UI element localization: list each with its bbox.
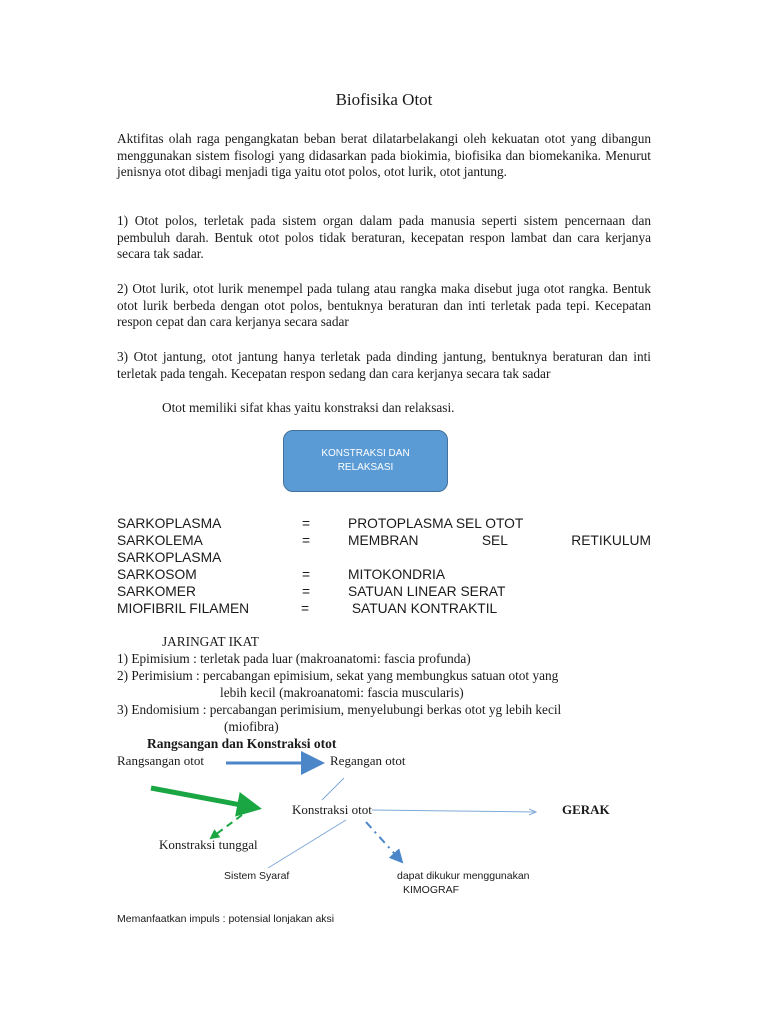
jaringat-item-endomisium: 3) Endomisium : percabangan perimisium, menyelubungi berkas otot yg lebih kecil: [117, 702, 562, 717]
def-term-miofibril: MIOFIBRIL FILAMEN: [117, 601, 250, 616]
jaringat-item-perimisium: 2) Perimisium : percabangan epimisium, sekat yang membungkus satuan otot yang: [117, 668, 559, 683]
jaringat-item-epimisium: 1) Epimisium : terletak pada luar (makroanatomi: fascia profunda): [117, 651, 471, 666]
jaringat-item-perimisium-cont: lebih kecil (makroanatomi: fascia muscularis): [220, 685, 464, 700]
label-konstraksi-tunggal: Konstraksi tunggal: [159, 837, 258, 852]
arrow-konstraksi-gerak: [372, 810, 536, 812]
label-konstraksi-otot: Konstraksi otot: [292, 802, 372, 817]
arrow-green-dashed: [211, 815, 242, 838]
def-term-sarkomer: SARKOMER: [117, 584, 196, 599]
muscle-type-polos: 1) Otot polos, terletak pada sistem organ dalam pada manusia seperti sistem pencernaan dan pembuluh darah. Bentuk otot polos tidak beraturan, kecepatan respon lambat dan cara kerjanya secara tak sadar.: [117, 213, 651, 262]
def-value-sarkolema-cont: SARKOPLASMA: [117, 550, 222, 565]
def-value-word: RETIKULUM: [571, 533, 651, 548]
def-term-sarkosom: SARKOSOM: [117, 567, 197, 582]
muscle-type-jantung: 3) Otot jantung, otot jantung hanya terletak pada dinding jantung, bentuknya beraturan dan inti terletak pada tengah. Kecepatan respon sedang dan cara kerjanya secara tak sadar: [117, 349, 651, 381]
def-eq: =: [302, 516, 311, 531]
def-value-sarkoplasma: PROTOPLASMA SEL OTOT: [348, 516, 524, 531]
box-label: KONSTRAKSI DAN RELAKSASI: [321, 448, 410, 473]
property-sentence: Otot memiliki sifat khas yaitu konstraksi dan relaksasi.: [162, 400, 455, 415]
arrow-green-main: [151, 788, 257, 808]
def-value-miofibril: SATUAN KONTRAKTIL: [348, 601, 498, 616]
diagram-heading: Rangsangan dan Konstraksi otot: [147, 736, 337, 751]
def-value-word: SEL: [481, 533, 508, 548]
def-term-sarkolema: SARKOLEMA: [117, 533, 203, 548]
def-eq: =: [301, 601, 310, 616]
intro-paragraph: Aktifitas olah raga pengangkatan beban berat dilatarbelakangi oleh kekuatan otot yang dibangun menggunakan sistem fisologi yang didasarkan pada biokimia, biofisika dan biomekanika. Menurut jenisnya otot dibagi menjadi tiga yaitu otot polos, otot lurik, otot jantung.: [117, 131, 651, 180]
muscle-type-lurik: 2) Otot lurik, otot lurik menempel pada tulang atau rangka maka disebut juga otot rangka. Bentuk otot lurik berbeda dengan otot polos, bentuknya beraturan dan inti terletak pada tepi. Kecepatan respon cepat dan cara kerjanya secara sadar: [117, 281, 651, 330]
def-value-sarkomer: SATUAN LINEAR SERAT: [348, 584, 506, 599]
arrow-regangan-konstraksi: [322, 778, 344, 800]
def-eq: =: [302, 567, 311, 582]
jaringat-item-endomisium-cont: (miofibra): [224, 719, 279, 734]
label-gerak: GERAK: [562, 802, 610, 817]
footer-text: Memanfaatkan impuls : potensial lonjakan aksi: [117, 913, 335, 925]
def-value-sarkosom: MITOKONDRIA: [348, 567, 446, 582]
label-kimograf: KIMOGRAF: [403, 884, 460, 896]
def-term-sarkoplasma: SARKOPLASMA: [117, 516, 222, 531]
label-sistem-syaraf: Sistem Syaraf: [224, 870, 290, 882]
def-eq: =: [302, 533, 311, 548]
page-title: Biofisika Otot: [335, 90, 433, 109]
arrow-konstraksi-syaraf: [268, 820, 346, 868]
label-dapat-dikukur: dapat dikukur menggunakan: [397, 870, 530, 882]
jaringat-title: JARINGAT IKAT: [162, 634, 259, 649]
def-value-word: MEMBRAN: [348, 533, 419, 548]
label-regangan-otot: Regangan otot: [330, 753, 406, 768]
label-rangsangan-otot: Rangsangan otot: [117, 753, 205, 768]
arrow-konstraksi-dikukur: [366, 822, 402, 862]
def-eq: =: [302, 584, 311, 599]
